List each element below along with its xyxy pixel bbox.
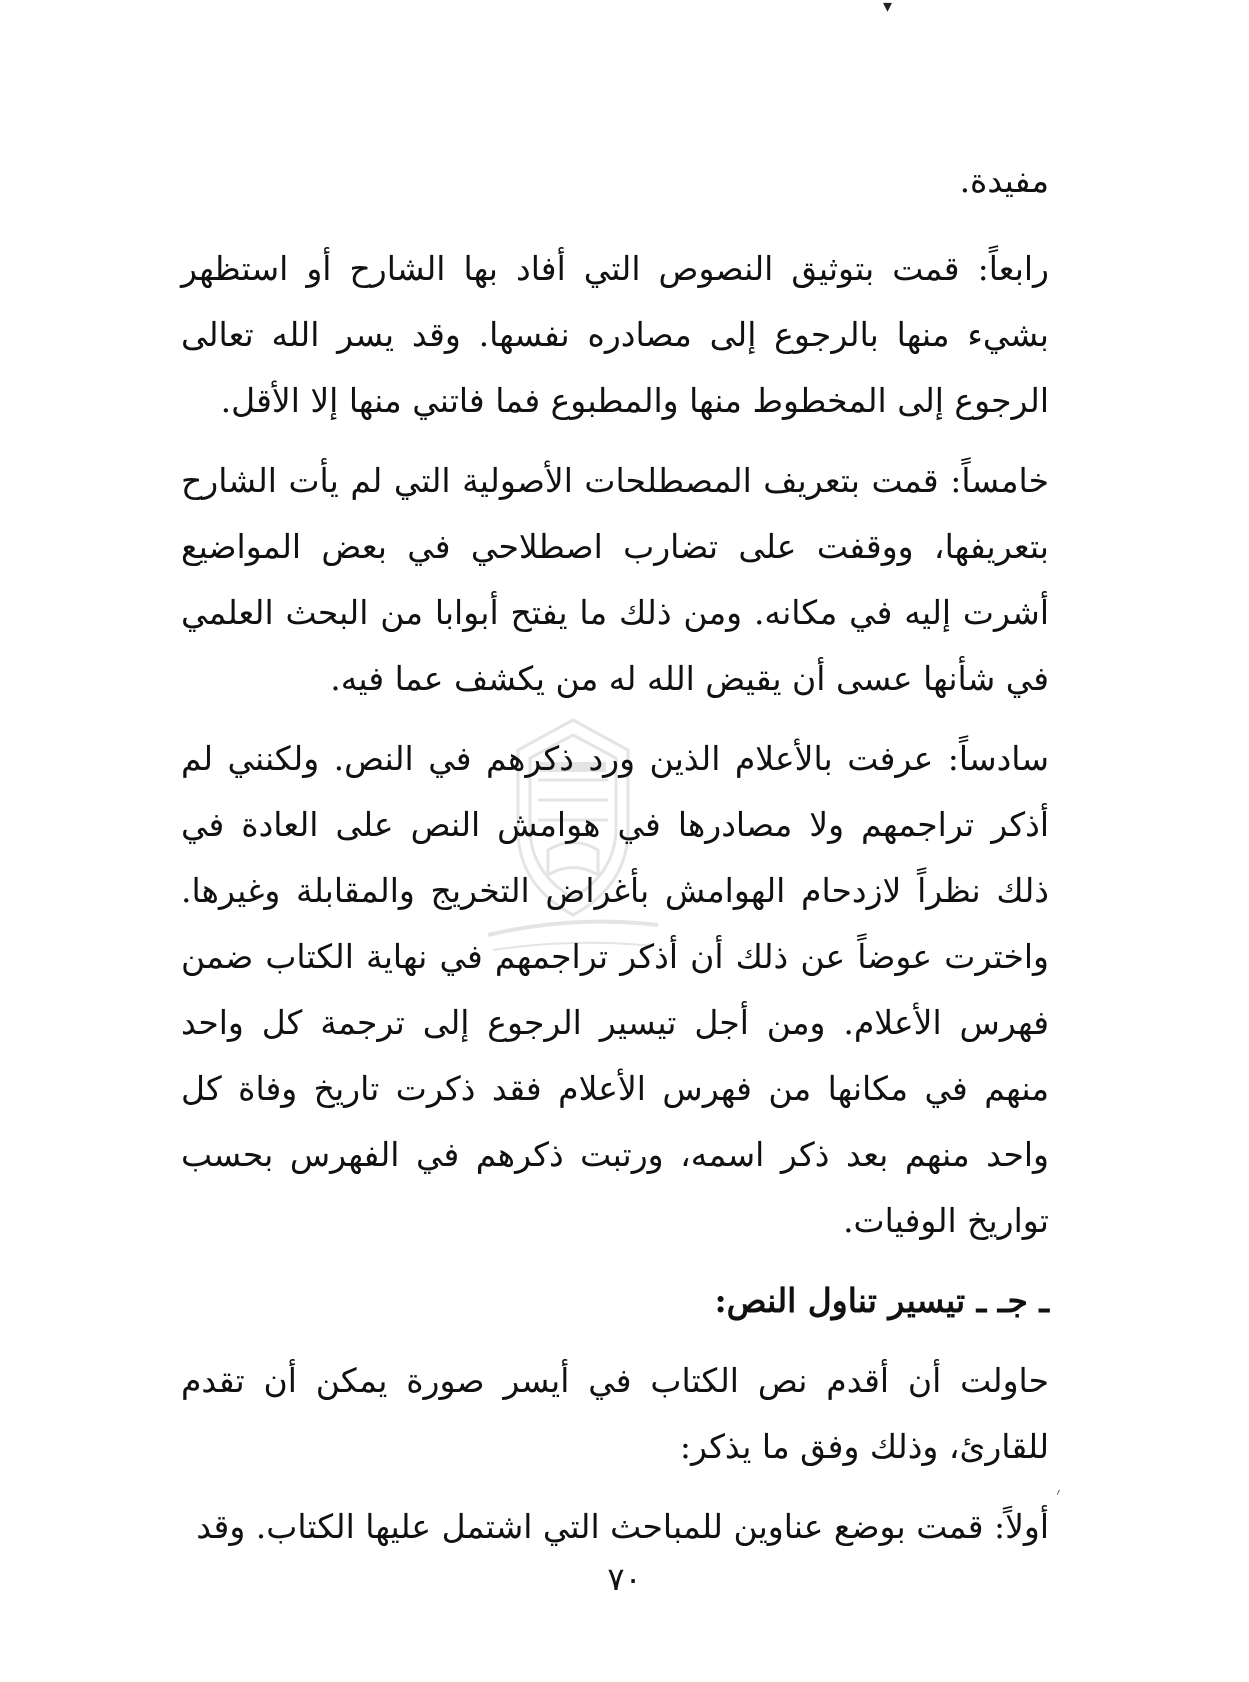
stray-ink-mark: ׳ bbox=[1056, 1482, 1061, 1506]
paragraph: خامساً: قمت بتعريف المصطلحات الأصولية التي لم يأت الشارح بتعريفها، ووقفت على تضارب اصطلاحي في بعض المواضيع أشرت إليه في مكانه. ومن ذلك ما يفتح أبوابا من البحث العلمي في شأنها عسى أن يقيض الله له من يكشف عما فيه. bbox=[181, 461, 1049, 698]
page-number: ٧٠ bbox=[607, 1560, 642, 1598]
paragraph: سادساً: عرفت بالأعلام الذين ورد ذكرهم في النص. ولكنني لم أذكر تراجمهم ولا مصادرها في هوامش النص على العادة في ذلك نظراً لازدحام الهوامش بأغراض التخريج والمقابلة وغيرها. واخترت عوضاً عن ذلك أن أذكر تراجمهم في نهاية الكتاب ضمن فهرس الأعلام. ومن أجل تيسير الرجوع إلى ترجمة كل واحد منهم في مكانها من فهرس الأعلام فقد ذكرت تاريخ وفاة كل واحد منهم بعد ذكر اسمه، ورتبت ذكرهم في الفهرس بحسب تواريخ الوفيات. bbox=[181, 739, 1049, 1240]
paragraph: رابعاً: قمت بتوثيق النصوص التي أفاد بها الشارح أو استظهر بشيء منها بالرجوع إلى مصادره نفسها. وقد يسر الله تعالى الرجوع إلى المخطوط منها والمطبوع فما فاتني منها إلا الأقل. bbox=[181, 249, 1049, 420]
paragraph: مفيدة. bbox=[959, 161, 1049, 200]
paragraph: أولاً: قمت بوضع عناوين للمباحث التي اشتمل عليها الكتاب. وقد bbox=[196, 1507, 1049, 1546]
top-ink-mark: ▾ bbox=[882, 0, 892, 17]
paragraph: حاولت أن أقدم نص الكتاب في أيسر صورة يمكن أن تقدم للقارئ، وذلك وفق ما يذكر: bbox=[181, 1361, 1049, 1466]
section-heading: ـ جـ ـ تيسير تناول النص: bbox=[714, 1281, 1049, 1320]
main-text bbox=[181, 148, 1049, 1574]
